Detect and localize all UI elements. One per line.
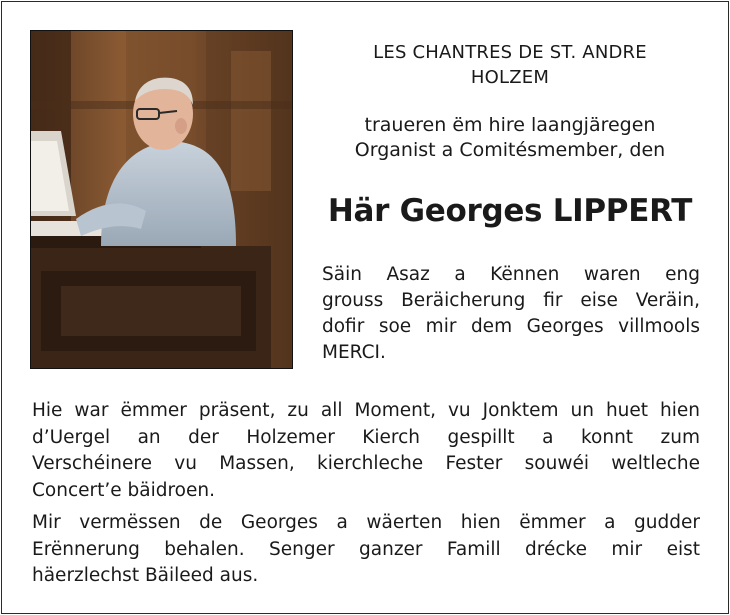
- tribute-text: [322, 262, 700, 366]
- paragraph-1: [32, 398, 700, 504]
- paragraph-line: Verschéinere vu Massen, kierchleche Fester souwéi weltleche: [32, 453, 700, 474]
- deceased-name: Här Georges LIPPERT: [327, 193, 693, 229]
- organization-name: LES CHANTRES DE ST. ANDRE: [373, 42, 647, 63]
- tribute-line: dofir soe mir dem Georges villmools: [322, 316, 700, 337]
- tribute-line: grouss Beräicherung fir eise Veräin,: [322, 290, 700, 311]
- paragraph-2: [32, 510, 700, 590]
- organization-location: HOLZEM: [470, 67, 550, 88]
- paragraph-line: d’Uergel an der Holzemer Kierch gespillt a konnt zum: [32, 426, 700, 448]
- paragraph-line: Concert’e bäidroen.: [32, 479, 215, 501]
- paragraph-line: Hie war ëmmer präsent, zu all Moment, vu Jonktem un huet hien: [32, 400, 700, 421]
- intro-line-1: traueren ëm hire laangjäregen: [364, 114, 656, 136]
- paragraph-line: Mir vermëssen de Georges a wäerten hien ëmmer a gudder: [32, 512, 700, 533]
- portrait-photo: [30, 30, 293, 369]
- tribute-line: MERCI.: [322, 342, 386, 363]
- tribute-line: Säin Asaz a Kënnen waren eng: [322, 264, 700, 285]
- paragraph-line: häerzlechst Bäileed aus.: [32, 565, 259, 586]
- paragraph-line: Erënnerung behalen. Senger ganzer Famill drécke mir eist: [32, 538, 700, 560]
- intro-line-2: Organist a Comitésmember, den: [354, 139, 666, 161]
